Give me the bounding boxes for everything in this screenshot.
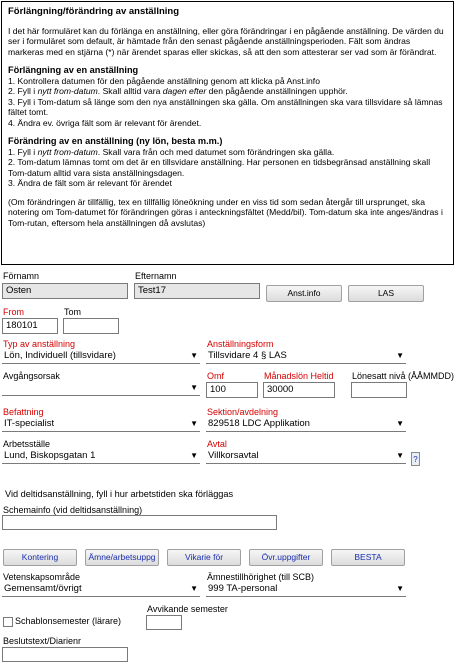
instructions-note: (Om förändringen är tillfällig, tex en tillfällig löneökning under en viss tid som sedan återgår till ursprunget, ska notering om Tom-datumet för förändringen göras i anteckningsfältet (Medd/bil). Tom-datum ska inte anges/ändras i Tom-rutan, eftersom hela anställningen då avslutas) [8, 196, 443, 228]
las-button[interactable]: LAS [348, 285, 424, 302]
avvikande-semester-field[interactable] [146, 615, 182, 630]
anstallningsform-value: Tillsvidare 4 § LAS [208, 350, 287, 361]
anstallningsform-label: Anställningsform [207, 339, 274, 349]
arbetsstalle-select[interactable] [2, 449, 200, 464]
text-part: . Skall alltid vara [97, 86, 163, 96]
anst-info-button[interactable]: Anst.info [266, 285, 342, 302]
efternamn-label: Efternamn [135, 271, 177, 281]
tom-field[interactable] [63, 318, 119, 334]
manadslon-label: Månadslön Heltid [264, 371, 334, 381]
text-part: nytt from-datum [37, 86, 98, 96]
arbetsstalle-label: Arbetsställe [3, 439, 51, 449]
avvikande-semester-label: Avvikande semester [147, 604, 228, 614]
avgangsorsak-select[interactable] [2, 381, 200, 396]
kontering-button[interactable]: Kontering [3, 549, 77, 566]
text-part: nytt from-datum [37, 146, 98, 157]
befattning-select[interactable] [2, 417, 200, 432]
extension-heading: Förlängning av en anställning [8, 65, 139, 75]
instructions-panel [1, 1, 454, 265]
sektion-label: Sektion/avdelning [207, 407, 279, 417]
amnestillhorighet-label: Ämnestillhörighet (till SCB) [207, 572, 315, 582]
fornamn-label: Förnamn [3, 271, 40, 281]
sektion-value: 829518 LDC Applikation [208, 418, 310, 429]
schemainfo-field[interactable] [2, 515, 277, 530]
text-part: . Skall vara från och med datumet som förändringen ska gälla. [97, 146, 335, 157]
schablonsemester-checkbox[interactable] [3, 617, 13, 627]
extension-step-3: 3. Fyll i Tom-datum så länge som den nya anställningen ska gälla. Om anställningen ska vara tillsvidare så lämnas fältet tomt. [8, 96, 443, 117]
tom-label: Tom [64, 307, 82, 317]
efternamn-field[interactable]: Test17 [134, 283, 260, 299]
from-label: From [3, 307, 24, 317]
vetenskapsomrade-label: Vetenskapsområde [3, 572, 81, 582]
amnestillhorighet-select[interactable] [206, 582, 406, 597]
manadslon-field[interactable]: 30000 [263, 382, 335, 398]
omf-label: Omf [207, 371, 224, 381]
text-part: 1. Fyll i [8, 146, 38, 157]
dropdown-arrow-icon: ▼ [190, 451, 198, 460]
vetenskapsomrade-select[interactable] [2, 582, 200, 597]
avtal-value: Villkorsavtal [208, 450, 259, 461]
sektion-select[interactable] [206, 417, 406, 432]
instructions-title: Förlängning/förändring av anställning [8, 6, 180, 17]
dropdown-arrow-icon: ▼ [396, 451, 404, 460]
extension-step-1: 1. Kontrollera datumen för den pågående anställning genom att klicka på Anst.info [8, 75, 320, 86]
lonesatt-label: Lönesatt nivå (ÅÅMMDD) [352, 371, 455, 381]
schablonsemester-label: Schablonsemester (lärare) [15, 616, 122, 626]
change-heading: Förändring av en anställning (ny lön, besta m.m.) [8, 136, 223, 146]
anstallningsform-select[interactable] [206, 349, 406, 364]
extension-step-4: 4. Ändra ev. övriga fält som är relevant för ärendet. [8, 117, 202, 128]
from-field[interactable]: 180101 [2, 318, 58, 334]
omf-field[interactable]: 100 [206, 382, 258, 398]
dropdown-arrow-icon: ▼ [190, 419, 198, 428]
dropdown-arrow-icon: ▼ [190, 584, 198, 593]
beslutstext-label: Beslutstext/Diarienr [3, 636, 82, 646]
instructions-intro: I det här formuläret kan du förlänga en anställning, eller göra förändringar i en pågående anställning. De värden du ser i formuläret som default, är hämtade från den senast pågående anställningsperioden. Fält som ändras markeras med en stjärna (*) när ärendet sparas eller skickas, så att den som attesterar ser vad som är förändrat. [8, 25, 444, 57]
befattning-label: Befattning [3, 407, 44, 417]
dropdown-arrow-icon: ▼ [190, 351, 198, 360]
dropdown-arrow-icon: ▼ [190, 383, 198, 392]
change-step-2: 2. Tom-datum lämnas tomt om det är en tillsvidare anställning. Har personen en tidsbegränsad anställning skall Tom-datum alltid vara sista anställningsdagen. [8, 157, 431, 178]
avtal-select[interactable] [206, 449, 406, 464]
change-step-3: 3. Ändra de fält som är relevant för ärendet [8, 178, 172, 188]
amnestillhorighet-value: 999 TA-personal [208, 583, 278, 594]
text-part: 2. Fyll i [8, 86, 38, 96]
beslutstext-field[interactable] [2, 647, 128, 662]
text-part: dagen efter [162, 86, 207, 96]
fornamn-field[interactable]: Osten [2, 283, 128, 299]
schemainfo-label: Schemainfo (vid deltidsanställning) [3, 505, 143, 515]
vikarie-for-button[interactable]: Vikarie för [167, 549, 241, 566]
deltid-info-text: Vid deltidsanställning, fyll i hur arbetstiden ska förläggas [5, 489, 234, 499]
help-icon[interactable]: ? [411, 452, 420, 466]
arbetsstalle-value: Lund, Biskopsgatan 1 [4, 450, 96, 461]
dropdown-arrow-icon: ▼ [396, 351, 404, 360]
besta-button[interactable]: BESTA [331, 549, 405, 566]
avtal-label: Avtal [207, 439, 227, 449]
vetenskapsomrade-value: Gemensamt/övrigt [4, 583, 82, 594]
lonesatt-field[interactable] [351, 382, 407, 398]
typ-label: Typ av anställning [3, 339, 76, 349]
change-step-1 [8, 147, 447, 158]
amne-arbetsuppg-button[interactable]: Ämne/arbetsuppg [85, 549, 159, 566]
typ-select[interactable] [2, 349, 200, 364]
befattning-value: IT-specialist [4, 418, 55, 429]
ovr-uppgifter-button[interactable]: Övr.uppgifter [249, 549, 323, 566]
avgangsorsak-label: Avgångsorsak [3, 371, 60, 381]
typ-value: Lön, Individuell (tillsvidare) [4, 350, 116, 361]
extension-step-2 [8, 86, 447, 97]
dropdown-arrow-icon: ▼ [396, 584, 404, 593]
text-part: den pågående anställningen upphör. [206, 86, 348, 96]
dropdown-arrow-icon: ▼ [396, 419, 404, 428]
